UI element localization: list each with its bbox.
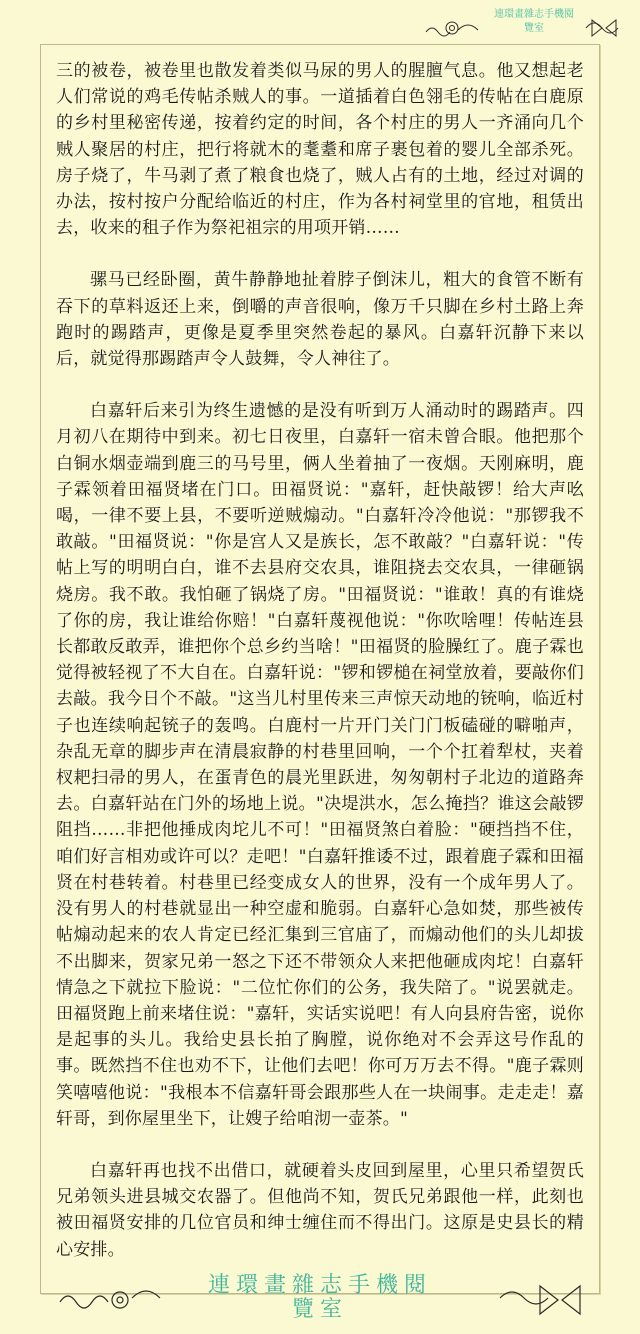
watermark-bottom-line2: 覽室 [291,1297,348,1322]
watermark-top-text [484,8,584,36]
watermark-top [414,6,624,46]
watermark-bottom-text [40,1274,600,1322]
paragraph-4: 白嘉轩再也找不出借口，就硬着头皮回到屋里，心里只希望贺氏兄弟领头进县城交农器了。但他尚不知，贺氏兄弟跟他一样，此刻也被田福贤安排的几位官员和绅士缠住而不得出门。这原是史县长的精心安排。 [56,1160,584,1260]
watermark-bottom-line1: 連環畫雜志手機閱 [207,1273,432,1298]
paragraph-3: 白嘉轩后来引为终生遗憾的是没有听到万人涌动时的踢踏声。四月初八在期待中到来。初七日夜里，白嘉轩一宿未曾合眼。他把那个白铜水烟壶端到鹿三的马号里，俩人坐着抽了一夜烟。天刚麻明，鹿子霖领着田福贤堵在门口。田福贤说："嘉轩，赶快敲锣！给大声吆喝，一律不要上县，不要听逆贼煽动。"白嘉轩冷冷他说："那锣我不敢敲。"田福贤说："你是宫人又是族长，怎不敢敲？"白嘉轩说："传帖上写的明明白白，谁不去县府交农具，谁阻挠去交农具，一律砸锅烧房。我不敢。我怕砸了锅烧了房。"田福贤说："谁敢！真的有谁烧了你的房，我让谁给你赔！"白嘉轩蔑视他说："你吹啥哩！传帖连县长都敢反敢弄，谁把你个总乡约当啥！"田福贤的脸臊红了。鹿子霖也觉得被轻视了不大自在。白嘉轩说："锣和锣槌在祠堂放着，要敲你们去敲。我今日个不敲。"这当儿村里传来三声惊天动地的铳响，临近村子也连续响起铳子的轰鸣。白鹿村一片开门关门门板磕碰的噼啪声，杂乱无章的脚步声在清晨寂静的村巷里回响，一个个扛着犁杖，夹着杈耙扫帚的男人，在蛋青色的晨光里跃进，匆匆朝村子北边的道路奔去。白嘉轩站在门外的场地上说。"决堤洪水，怎么掩挡？谁这会敲锣阻挡……非把他捶成肉坨儿不可！"田福贤煞白着脸："硬挡挡不住，咱们好言相劝或许可以？走吧！"白嘉轩推诿不过，跟着鹿子霖和田福贤在村巷转着。村巷里已经变成女人的世界，没有一个成年男人了。没有男人的村巷就显出一种空虚和脆弱。白嘉轩心急如焚，那些被传帖煽动起来的农人肯定已经汇集到三官庙了，而煽动他们的头儿却拔不出脚来，贺家兄弟一怒之下还不带领众人来把他砸成肉坨！白嘉轩情急之下就拉下脸说："二位忙你们的公务，我失陪了。"说罢就走。田福贤跑上前来堵住说："嘉轩，实话实说吧！有人向县府告密，说你是起事的头儿。我给史县长拍了胸膛，说你绝对不会弄这号作乱的事。既然挡不住也劝不下，让他们去吧！你可万万去不得。"鹿子霖则笑嘻嘻他说："我根本不信嘉轩哥会跟那些人在一块闹事。走走走！嘉轩哥，到你屋里坐下，让嫂子给咱沏一壶茶。" [56,401,584,1129]
article-body [56,58,584,1289]
watermark-top-line2: 覽室 [524,23,544,34]
watermark-top-line1: 連環畫雜志手機閱 [494,9,574,20]
watermark-bottom [40,1268,600,1328]
paragraph-1: 三的被卷，被卷里也散发着类似马尿的男人的腥膻气息。他又想起老人们常说的鸡毛传帖杀贼人的事。一道插着白色翎毛的传帖在白鹿原的乡村里秘密传递，按着约定的时间，各个村庄的男人一齐涌向几个贼人聚居的村庄，把行将就木的耄耋和席子裹包着的婴儿全部杀死。房子烧了，牛马剥了煮了粮食也烧了，贼人占有的土地，经过对调的办法，按村按户分配给临近的村庄，作为各村祠堂里的官地，租赁出去，收来的租子作为祭祀祖宗的用项开销…… [56,61,584,239]
paragraph-2: 骡马已经卧圈，黄牛静静地扯着脖子倒沫儿，粗大的食管不断有吞下的草料返还上来，倒嚼的声音很响，像万千只脚在乡村土路上奔跑时的踢踏声，更像是夏季里突然卷起的暴风。白嘉轩沉静下来以后，就觉得那踢踏声令人鼓舞，令人神往了。 [56,270,584,370]
